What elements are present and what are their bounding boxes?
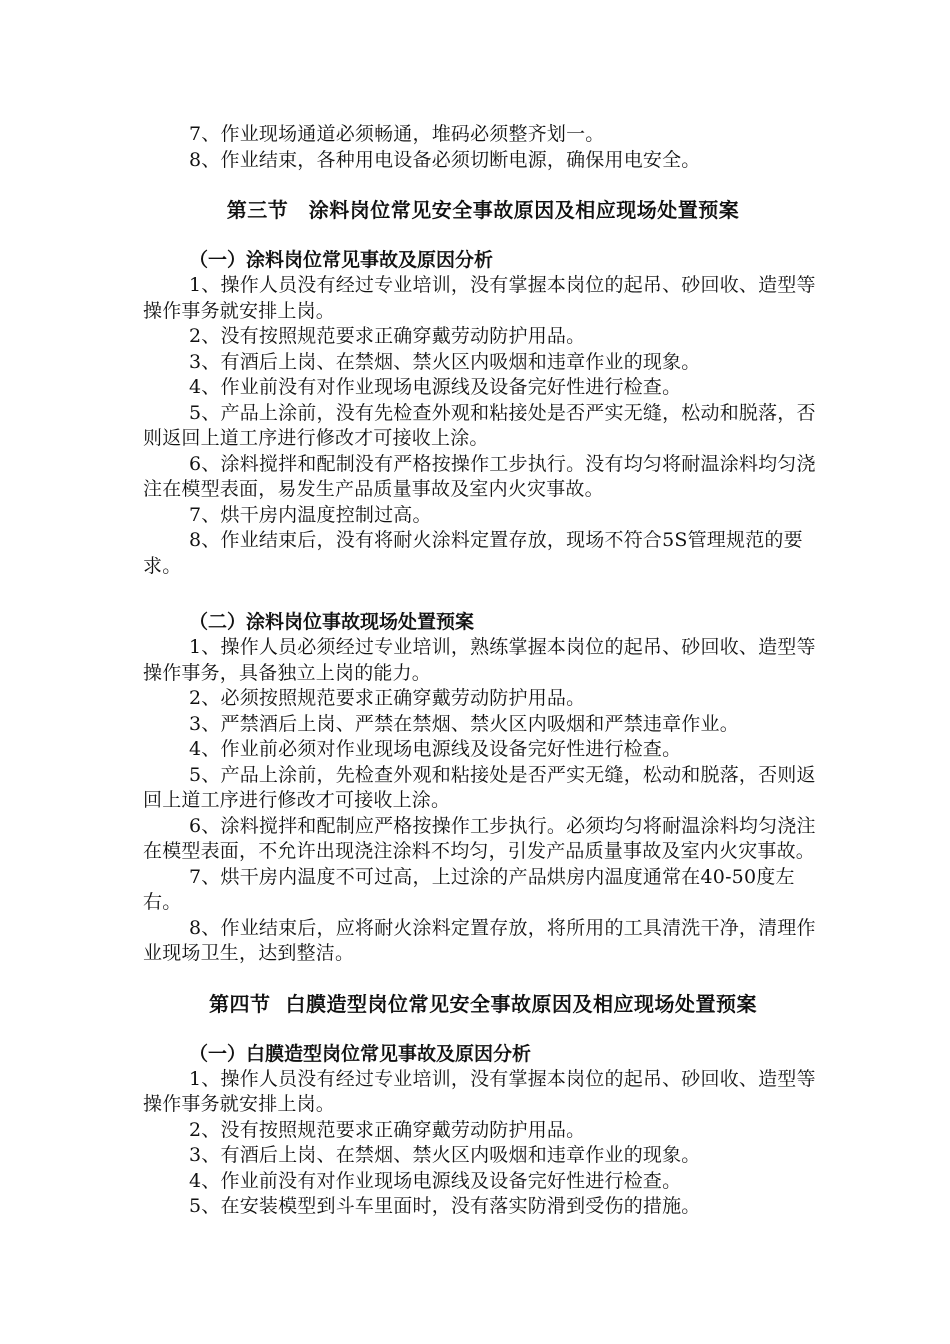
list-item: 2、没有按照规范要求正确穿戴劳动防护用品。: [189, 1118, 586, 1141]
list-item: 3、有酒后上岗、在禁烟、禁火区内吸烟和违章作业的现象。: [189, 1144, 701, 1166]
section-4-sub1-heading: （一）白膜造型岗位常见事故及原因分析: [189, 1042, 532, 1065]
list-item: 4、作业前没有对作业现场电源线及设备完好性进行检查。: [189, 1169, 682, 1192]
list-item: 6、涂料搅拌和配制应严格按操作工步执行。必须均匀将耐温涂料均匀浇注在模型表面，不允许出现浇注涂料不均匀，引发产品质量事故及室内火灾事故。: [143, 814, 816, 862]
list-item: 5、产品上涂前，先检查外观和粘接处是否严实无缝，松动和脱落，否则返回上道工序进行修改才可接收上涂。: [143, 763, 816, 811]
list-item: 7、作业现场通道必须畅通，堆码必须整齐划一。: [189, 123, 605, 145]
list-item: 5、在安装模型到斗车里面时，没有落实防滑到受伤的措施。: [189, 1195, 701, 1217]
list-item: 1、操作人员没有经过专业培训，没有掌握本岗位的起吊、砂回收、造型等操作事务就安排上岗。: [143, 1067, 816, 1115]
list-item: 7、烘干房内温度控制过高。: [189, 503, 432, 526]
list-item: 1、操作人员没有经过专业培训，没有掌握本岗位的起吊、砂回收、造型等操作事务就安排上岗。: [143, 274, 816, 322]
list-item: 8、作业结束，各种用电设备必须切断电源，确保用电安全。: [189, 148, 701, 171]
list-item: 3、有酒后上岗、在禁烟、禁火区内吸烟和违章作业的现象。: [189, 350, 701, 373]
list-item: 4、作业前必须对作业现场电源线及设备完好性进行检查。: [189, 738, 682, 760]
list-item: 3、严禁酒后上岗、严禁在禁烟、禁火区内吸烟和严禁违章作业。: [189, 712, 739, 735]
list-item: 7、烘干房内温度不可过高，上过涂的产品烘房内温度通常在40-50度左右。: [143, 865, 795, 913]
list-item: 2、没有按照规范要求正确穿戴劳动防护用品。: [189, 325, 586, 347]
section-4-heading: 第四节 白膜造型岗位常见安全事故原因及相应现场处置预案: [209, 991, 757, 1016]
list-item: 8、作业结束后，应将耐火涂料定置存放，将所用的工具清洗干净，清理作业现场卫生，达到整洁。: [143, 916, 816, 964]
list-item: 1、操作人员必须经过专业培训，熟练掌握本岗位的起吊、砂回收、造型等操作事务，具备独立上岗的能力。: [143, 636, 816, 684]
section-3-sub2-heading: （二）涂料岗位事故现场处置预案: [189, 611, 475, 633]
list-item: 8、作业结束后，没有将耐火涂料定置存放，现场不符合5S管理规范的要求。: [143, 529, 803, 577]
list-item: 4、作业前没有对作业现场电源线及设备完好性进行检查。: [189, 376, 682, 398]
list-item: 2、必须按照规范要求正确穿戴劳动防护用品。: [189, 687, 586, 709]
list-item: 5、产品上涂前，没有先检查外观和粘接处是否严实无缝，松动和脱落，否则返回上道工序进行修改才可接收上涂。: [143, 401, 816, 449]
section-3-heading: 第三节 涂料岗位常见安全事故原因及相应现场处置预案: [226, 198, 740, 222]
section-3-sub1-heading: （一）涂料岗位常见事故及原因分析: [189, 249, 494, 271]
document-body: [143, 122, 823, 1220]
list-item: 6、涂料搅拌和配制没有严格按操作工步执行。没有均匀将耐温涂料均匀浇注在模型表面，易发生产品质量事故及室内火灾事故。: [143, 452, 816, 500]
